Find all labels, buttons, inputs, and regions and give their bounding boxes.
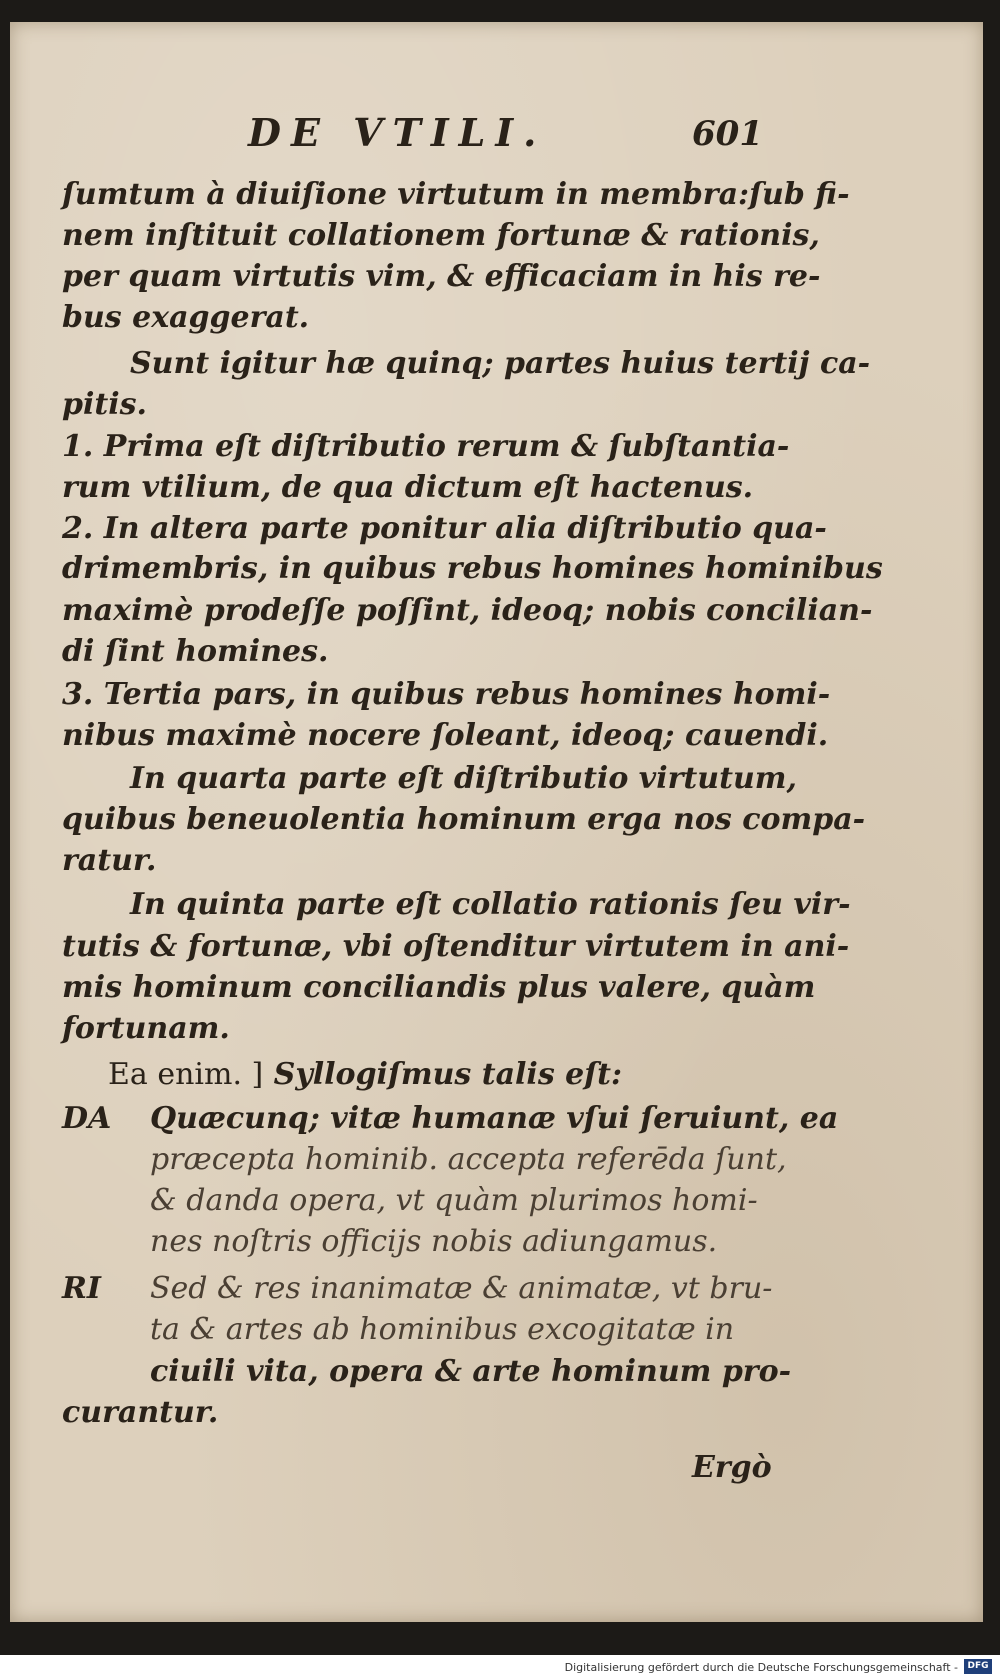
page-number: 601	[692, 114, 763, 154]
text-line: di ſint homines.	[62, 634, 329, 669]
major-premise-line: nes noſtris officijs nobis adiungamus.	[150, 1224, 718, 1259]
major-premise-label: DA	[62, 1101, 112, 1136]
major-premise-line: Quæcunq; vitæ humanæ vſui ſeruiunt, ea	[150, 1101, 839, 1136]
text-line: tutis & fortunæ, vbi oſtenditur virtutem in ani-	[62, 929, 850, 964]
text-line: In quinta parte eſt collatio rationis ſeu vir-	[130, 887, 851, 922]
minor-premise-line: ta & artes ab hominibus excogitatæ in	[150, 1312, 735, 1347]
text-line: ratur.	[62, 843, 157, 878]
text-line: nibus maximè nocere ſoleant, ideoq; cauendi.	[62, 718, 829, 753]
catchword: Ergò	[692, 1450, 772, 1485]
minor-premise-line: ciuili vita, opera & arte hominum pro-	[150, 1354, 792, 1389]
book-page	[10, 22, 983, 1622]
text-line: In quarta parte eſt diſtributio virtutum,	[130, 761, 797, 796]
text-line: nem inſtituit collationem fortunæ & rationis,	[62, 218, 820, 253]
text-line: ſumtum à diuiſione virtutum in membra:ſub fi-	[62, 177, 850, 212]
text-line: per quam virtutis vim, & efficaciam in his re-	[62, 259, 821, 294]
text-line: maximè prodeſſe poſſint, ideoq; nobis concilian-	[62, 593, 873, 628]
major-premise-line: & danda opera, vt quàm plurimos homi-	[150, 1183, 758, 1218]
text-line: mis hominum conciliandis plus valere, quàm	[62, 970, 816, 1005]
text-line: fortunam.	[62, 1011, 230, 1046]
minor-premise-line: curantur.	[62, 1395, 219, 1430]
text-line: Sunt igitur hæ quinq; partes huius tertij ca-	[130, 346, 871, 381]
digitization-footer	[0, 1655, 1000, 1680]
text-line: 2. In altera parte ponitur alia diſtributio qua-	[62, 511, 827, 546]
text-line: pitis.	[62, 387, 147, 422]
text-line: 1. Prima eſt diſtributio rerum & ſubſtantia-	[62, 429, 790, 464]
text-line: 3. Tertia pars, in quibus rebus homines homi-	[62, 677, 831, 712]
lemma: Ea enim. ]	[108, 1057, 264, 1092]
syllogism-heading	[108, 1058, 622, 1092]
funding-note: Digitalisierung gefördert durch die Deutsche Forschungsgemeinschaft -	[564, 1661, 958, 1674]
running-head: DE VTILI.	[248, 110, 547, 155]
text-line: rum vtilium, de qua dictum eſt hactenus.	[62, 470, 754, 505]
major-premise-line: præcepta hominib. accepta referēda ſunt,	[150, 1142, 787, 1177]
text-line: bus exaggerat.	[62, 300, 310, 335]
text-line: drimembris, in quibus rebus homines hominibus	[62, 551, 883, 586]
syllogism-intro: Syllogiſmus talis eſt:	[273, 1057, 623, 1092]
dfg-logo: DFG	[964, 1659, 992, 1674]
minor-premise-label: RI	[62, 1271, 101, 1306]
text-line: quibus beneuolentia hominum erga nos compa-	[62, 802, 866, 837]
minor-premise-line: Sed & res inanimatæ & animatæ, vt bru-	[150, 1271, 773, 1306]
